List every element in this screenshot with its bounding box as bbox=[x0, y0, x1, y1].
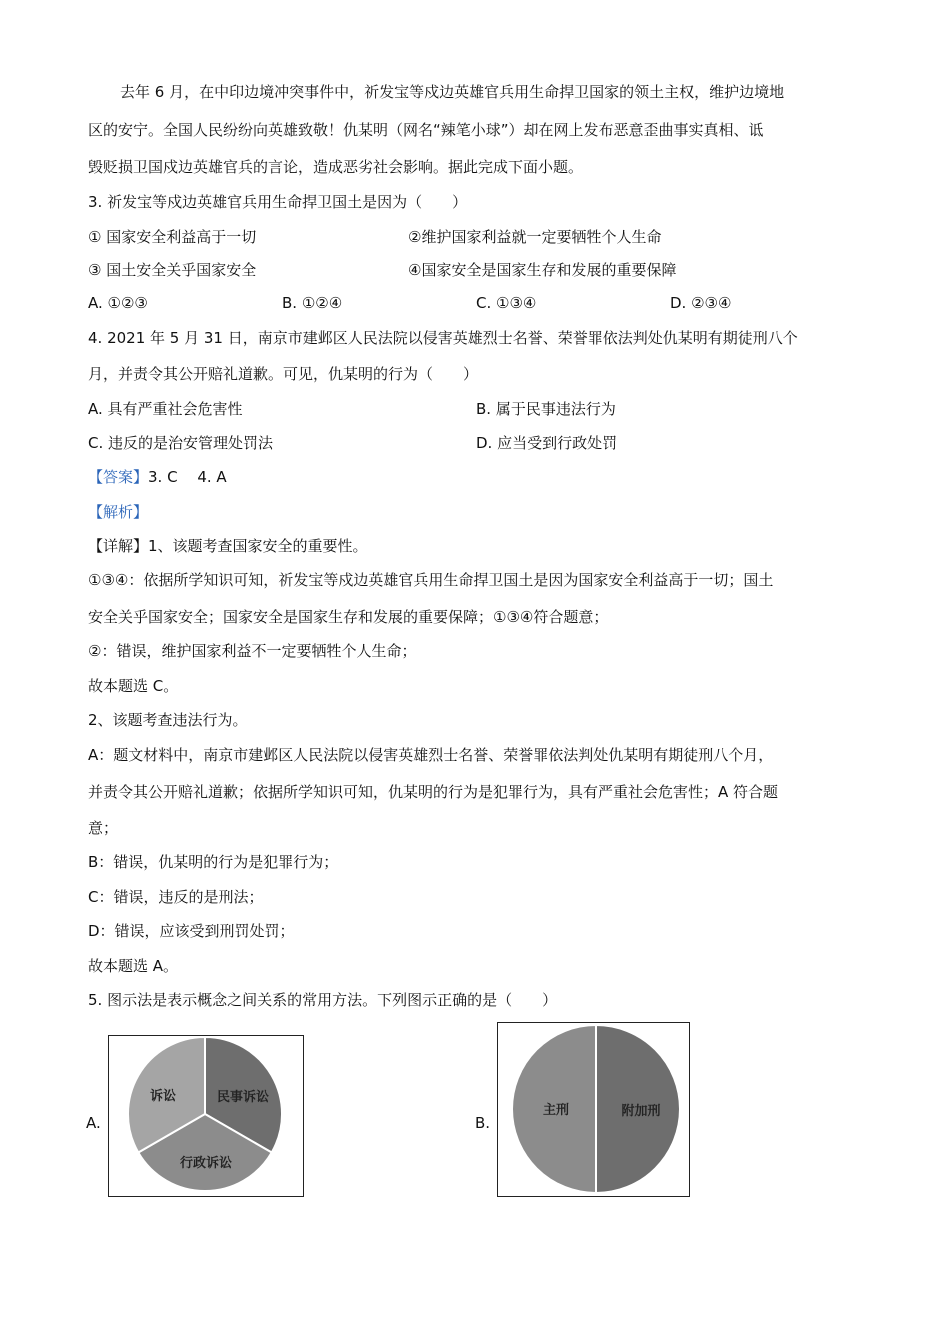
detail-line-9: 意； bbox=[88, 819, 119, 837]
diagram-a-frame bbox=[108, 1035, 304, 1197]
q3-option-b: B. ①②④ bbox=[282, 294, 343, 312]
q4-option-d: D. 应当受到行政处罚 bbox=[476, 434, 618, 452]
detail-line-8: 并责令其公开赔礼道歉；依据所学知识可知，仇某明的行为是犯罪行为，具有严重社会危害性；A 符合题 bbox=[88, 783, 779, 801]
detail-line-3: 安全关乎国家安全；国家安全是国家生存和发展的重要保障；①③④符合题意； bbox=[88, 608, 609, 626]
q3-item-3: ③ 国土安全关乎国家安全 bbox=[88, 261, 257, 279]
detail-line-2: ①③④：依据所学知识可知，祈发宝等戍边英雄官兵用生命捍卫国土是因为国家安全利益高于一切；国土 bbox=[88, 571, 774, 589]
intro-line-1: 去年 6 月，在中印边境冲突事件中，祈发宝等戍边英雄官兵用生命捍卫国家的领土主权，维护边境地 bbox=[120, 83, 785, 101]
intro-line-3: 毁贬损卫国戍边英雄官兵的言论，造成恶劣社会影响。据此完成下面小题。 bbox=[88, 158, 584, 176]
q3-option-d: D. ②③④ bbox=[670, 294, 732, 312]
q4-stem-line-1: 4. 2021 年 5 月 31 日，南京市建邺区人民法院以侵害英雄烈士名誉、荣誉罪依法判处仇某明有期徒刑八个 bbox=[88, 329, 798, 347]
q4-option-c: C. 违反的是治安管理处罚法 bbox=[88, 434, 274, 452]
q5-stem: 5. 图示法是表示概念之间关系的常用方法。下列图示正确的是（ ） bbox=[88, 991, 558, 1009]
detail-line-12: D：错误，应该受到刑罚处罚； bbox=[88, 922, 295, 940]
diagram-a-pie bbox=[109, 1036, 302, 1195]
q3-option-a: A. ①②③ bbox=[88, 294, 148, 312]
pie-label-litigation: 诉讼 bbox=[149, 1089, 177, 1104]
diagram-b-label: B. bbox=[475, 1114, 491, 1132]
pie-label-administrative-litigation: 行政诉讼 bbox=[179, 1156, 233, 1171]
detail-line-11: C：错误，违反的是刑法； bbox=[88, 888, 264, 906]
answer-tag: 【答案】 bbox=[88, 468, 149, 486]
analysis-tag: 【解析】 bbox=[88, 503, 149, 521]
detail-line-5: 故本题选 C。 bbox=[88, 677, 179, 695]
detail-line-6: 2、该题考查违法行为。 bbox=[88, 711, 248, 729]
q4-stem-line-2: 月，并责令其公开赔礼道歉。可见，仇某明的行为（ ） bbox=[88, 365, 479, 383]
pie-label-civil-litigation: 民事诉讼 bbox=[216, 1090, 270, 1105]
diagram-b-frame bbox=[497, 1022, 690, 1197]
q4-option-b: B. 属于民事违法行为 bbox=[476, 400, 616, 418]
detail-line-4: ②：错误，维护国家利益不一定要牺牲个人生命； bbox=[88, 642, 417, 660]
q4-option-a: A. 具有严重社会危害性 bbox=[88, 400, 243, 418]
answer-text: 3. C 4. A bbox=[148, 468, 227, 486]
label-principal-penalty: 主刑 bbox=[542, 1103, 570, 1118]
detail-line-13: 故本题选 A。 bbox=[88, 957, 179, 975]
detail-line-1: 【详解】1、该题考查国家安全的重要性。 bbox=[88, 537, 368, 555]
q3-option-c: C. ①③④ bbox=[476, 294, 537, 312]
detail-line-10: B：错误，仇某明的行为是犯罪行为； bbox=[88, 853, 339, 871]
diagram-a-label: A. bbox=[86, 1114, 101, 1132]
q3-item-1: ① 国家安全利益高于一切 bbox=[88, 228, 257, 246]
label-supplementary-penalty: 附加刑 bbox=[621, 1104, 661, 1119]
q3-item-2: ②维护国家利益就一定要牺牲个人生命 bbox=[408, 228, 662, 246]
intro-line-2: 区的安宁。全国人民纷纷向英雄致敬！仇某明（网名“辣笔小球”）却在网上发布恶意歪曲事实真相、诋 bbox=[88, 121, 764, 139]
q3-stem: 3. 祈发宝等戍边英雄官兵用生命捍卫国土是因为（ ） bbox=[88, 193, 468, 211]
diagram-b-circle bbox=[498, 1023, 688, 1195]
q3-item-4: ④国家安全是国家生存和发展的重要保障 bbox=[408, 261, 677, 279]
detail-line-7: A：题文材料中，南京市建邺区人民法院以侵害英雄烈士名誉、荣誉罪依法判处仇某明有期徒刑八个月， bbox=[88, 746, 774, 764]
answer-line bbox=[88, 467, 227, 487]
